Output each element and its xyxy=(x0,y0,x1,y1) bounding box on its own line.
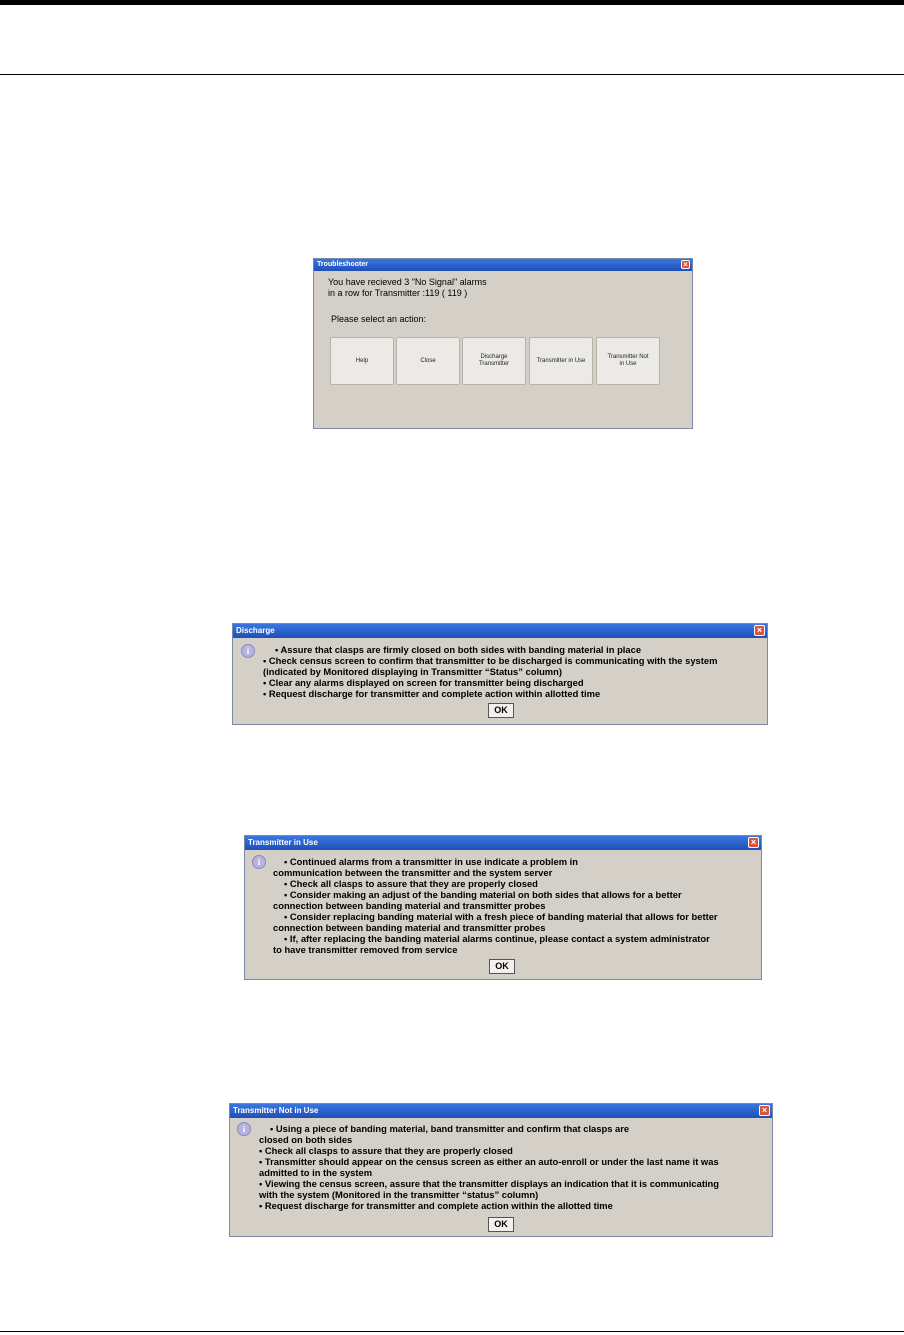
troubleshooter-prompt: Please select an action: xyxy=(331,314,427,324)
close-icon[interactable]: × xyxy=(759,1105,770,1116)
message-line: • Assure that clasps are firmly closed on both sides with banding material in place xyxy=(275,644,642,655)
ok-button[interactable]: OK xyxy=(488,703,514,718)
transmitter-in-use-button[interactable]: Transmitter in Use xyxy=(529,337,593,385)
page-header-rule xyxy=(0,74,904,75)
troubleshooter-titlebar xyxy=(314,259,692,271)
message-line: connection between banding material and transmitter probes xyxy=(273,922,546,933)
close-icon[interactable]: × xyxy=(681,260,690,269)
message-line: connection between banding material and transmitter probes xyxy=(273,900,546,911)
page-footer-rule xyxy=(0,1331,904,1332)
page-top-rule xyxy=(0,0,904,5)
message-line: • Check all clasps to assure that they are properly closed xyxy=(259,1145,513,1156)
ok-button[interactable]: OK xyxy=(488,1217,514,1232)
message-line: with the system (Monitored in the transmitter “status” column) xyxy=(259,1189,539,1200)
discharge-message xyxy=(263,644,717,699)
message-line: • If, after replacing the banding material alarms continue, please contact a system administrator xyxy=(284,933,710,944)
transmitter-not-in-use-titlebar xyxy=(230,1104,772,1118)
discharge-title: Discharge xyxy=(236,626,275,635)
message-line: • Transmitter should appear on the census screen as either an auto-enroll or under the last name it was xyxy=(259,1156,719,1167)
troubleshooter-dialog xyxy=(313,258,693,429)
discharge-dialog xyxy=(232,623,768,725)
transmitter-not-in-use-button[interactable]: Transmitter Not in Use xyxy=(596,337,660,385)
help-button[interactable]: Help xyxy=(330,337,394,385)
transmitter-not-in-use-dialog xyxy=(229,1103,773,1237)
message-line: You have recieved 3 "No Signal" alarms xyxy=(328,277,487,287)
transmitter-in-use-titlebar xyxy=(245,836,761,850)
message-line: • Check all clasps to assure that they are properly closed xyxy=(284,878,538,889)
info-icon: i xyxy=(252,855,266,869)
message-line: • Using a piece of banding material, band transmitter and confirm that clasps are xyxy=(270,1123,630,1134)
message-line: communication between the transmitter and the system server xyxy=(273,867,553,878)
transmitter-in-use-title: Transmitter in Use xyxy=(248,838,318,847)
transmitter-not-in-use-message xyxy=(259,1123,719,1211)
message-line: to have transmitter removed from service xyxy=(273,944,458,955)
message-line: • Consider making an adjust of the banding material on both sides that allows for a better xyxy=(284,889,682,900)
info-icon: i xyxy=(237,1122,251,1136)
ok-button[interactable]: OK xyxy=(489,959,515,974)
discharge-transmitter-button[interactable]: Discharge Transmitter xyxy=(462,337,526,385)
message-line: • Continued alarms from a transmitter in use indicate a problem in xyxy=(284,856,578,867)
info-icon: i xyxy=(241,644,255,658)
transmitter-not-in-use-title: Transmitter Not in Use xyxy=(233,1106,319,1115)
close-icon[interactable]: × xyxy=(748,837,759,848)
transmitter-in-use-message xyxy=(273,856,718,955)
discharge-titlebar xyxy=(233,624,767,638)
close-icon[interactable]: × xyxy=(754,625,765,636)
message-line: (indicated by Monitored displaying in Transmitter “Status” column) xyxy=(263,666,562,677)
troubleshooter-title: Troubleshooter xyxy=(317,261,368,268)
troubleshooter-message xyxy=(328,277,487,299)
message-line: in a row for Transmitter :119 ( 119 ) xyxy=(328,288,468,298)
message-line: • Consider replacing banding material with a fresh piece of banding material that allows for better xyxy=(284,911,718,922)
message-line: • Clear any alarms displayed on screen for transmitter being discharged xyxy=(263,677,584,688)
message-line: closed on both sides xyxy=(259,1134,353,1145)
close-button[interactable]: Close xyxy=(396,337,460,385)
message-line: • Request discharge for transmitter and complete action within allotted time xyxy=(263,688,601,699)
message-line: • Check census screen to confirm that transmitter to be discharged is communicating with the system xyxy=(263,655,718,666)
message-line: admitted to in the system xyxy=(259,1167,373,1178)
transmitter-in-use-dialog xyxy=(244,835,762,980)
message-line: • Request discharge for transmitter and complete action within the allotted time xyxy=(259,1200,613,1211)
message-line: • Viewing the census screen, assure that the transmitter displays an indication that it is communicating xyxy=(259,1178,719,1189)
